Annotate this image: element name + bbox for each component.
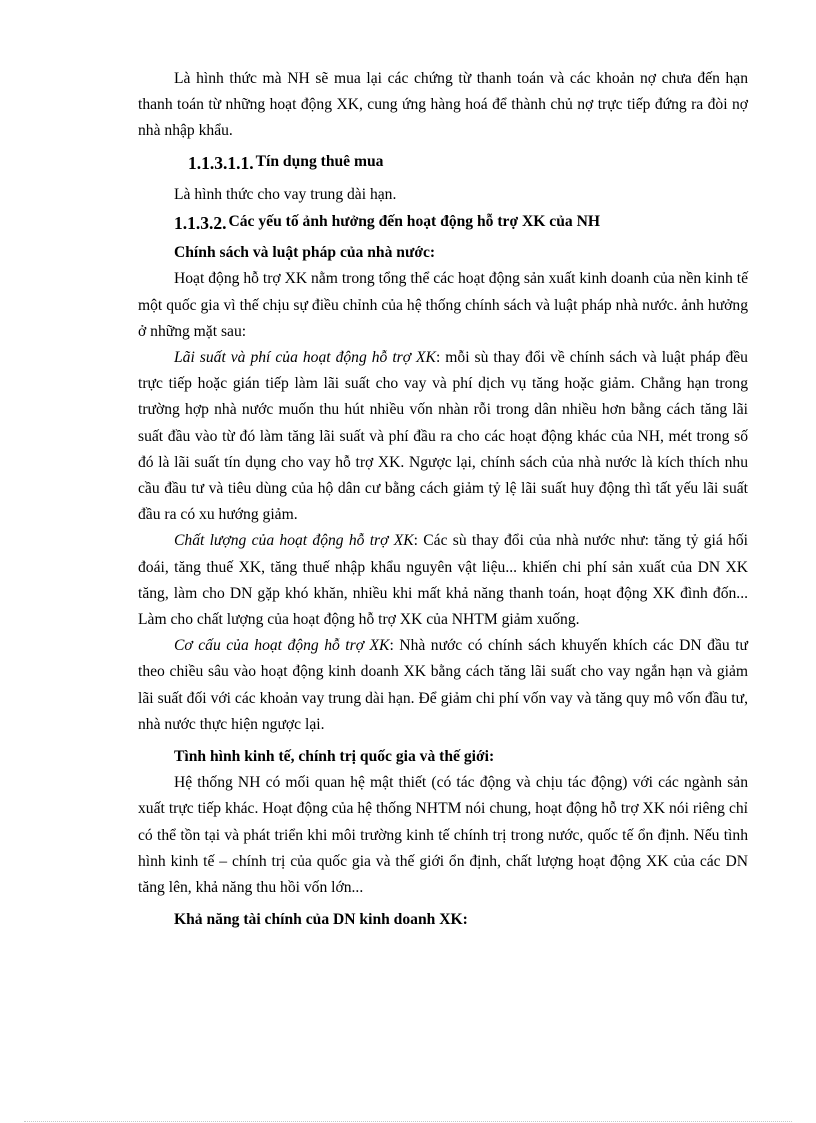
heading-number: 1.1.3.2.: [174, 213, 227, 234]
paragraph-text: : Nhà nước có chính sách khuyến khích các DN đầu tư theo chiều sâu vào hoạt động kinh doanh XK bằng cách tăng lãi suất cho vay ngắn hạn và giảm lãi suất đối với các khoản vay trung dài hạn. Để giảm chi phí vốn vay và tăng quy mô vốn đầu tư, nhà nước thực hiện ngược lại.: [138, 637, 748, 733]
paragraph-policy-intro: Hoạt động hỗ trợ XK nằm trong tổng thể các hoạt động sản xuất kinh doanh của nền kinh tế một quốc gia vì thế chịu sự điều chỉnh của hệ thống chính sách và luật pháp nhà nước. ảnh hưởng ở những mặt sau:: [138, 270, 748, 340]
document-page: [138, 66, 748, 934]
heading-influencing-factors: [138, 210, 748, 238]
subheading-economy-politics: Tình hình kinh tế, chính trị quốc gia và thế giới:: [174, 748, 495, 766]
subheading-policy-law: Chính sách và luật pháp của nhà nước:: [174, 244, 436, 262]
heading-title: Tín dụng thuê mua: [255, 152, 384, 170]
paragraph-text: : Các sù thay đổi của nhà nước như: tăng tỷ giá hối đoái, tăng thuế XK, tăng thuế nhập khẩu nguyên vật liệu... khiến chi phí sản xuất của DN XK tăng, làm cho DN gặp khó khăn, nhiều khi mất khả năng thanh toán, hoạt động XK đình đốn... Làm cho chất lượng của hoạt động hỗ trợ XK của NHTM giảm xuống.: [138, 532, 748, 629]
paragraph-structure: [138, 633, 748, 738]
paragraph-economy: Hệ thống NH có mối quan hệ mật thiết (có tác động và chịu tác động) với các ngành sản xuất trực tiếp khác. Hoạt động của hệ thống NHTM nói chung, hoạt động hỗ trợ XK nói riêng chỉ có thể tồn tại và phát triển khi môi trường kinh tế chính trị trong nước, quốc tế ổn định. Nếu tình hình kinh tế – chính trị của quốc gia và thế giới ổn định, chất lượng hoạt động XK của các DN tăng lên, khả năng thu hồi vốn lớn...: [138, 774, 748, 897]
italic-term: Lãi suất và phí của hoạt động hỗ trợ XK: [174, 349, 436, 367]
italic-term: Cơ cấu của hoạt động hỗ trợ XK: [174, 637, 390, 655]
paragraph-factoring: Là hình thức mà NH sẽ mua lại các chứng từ thanh toán và các khoản nợ chưa đến hạn thanh toán từ những hoạt động XK, cung ứng hàng hoá để thành chủ nợ trực tiếp đứng ra đòi nợ nhà nhập khẩu.: [138, 70, 748, 140]
paragraph-text: : mỗi sù thay đổi về chính sách và luật pháp đều trực tiếp hoặc gián tiếp làm lãi suất cho vay và phí dịch vụ tăng hoặc giảm. Chẳng hạn trong trường hợp nhà nước muốn thu hút nhiều vốn nhàn rỗi trong dân nhiều hơn bằng cách tăng lãi suất đầu vào từ đó làm tăng lãi suất và phí đầu ra cho các hoạt động khác của NH, mét trong số đó là lãi suất tín dụng cho vay hỗ trợ XK. Ngược lại, chính sách của nhà nước là kích thích nhu cầu đầu tư và tiêu dùng của hộ dân cư bằng cách giảm tỷ lệ lãi suất huy động thì tất yếu lãi suất đầu ra có xu hướng giảm.: [138, 349, 748, 524]
heading-number: 1.1.3.1.1.: [188, 152, 254, 173]
paragraph-interest-rate: [138, 345, 748, 528]
italic-term: Chất lượng của hoạt động hỗ trợ XK: [174, 532, 414, 550]
heading-title: Các yếu tố ảnh hưởng đến hoạt động hỗ trợ XK của NH: [228, 213, 600, 231]
heading-leasing-credit: [138, 150, 748, 178]
subheading-financial-capacity: Khả năng tài chính của DN kinh doanh XK:: [174, 911, 468, 929]
paragraph-quality: [138, 528, 748, 633]
paragraph-leasing-definition: Là hình thức cho vay trung dài hạn.: [174, 185, 397, 203]
page-bottom-border: [24, 1121, 792, 1122]
